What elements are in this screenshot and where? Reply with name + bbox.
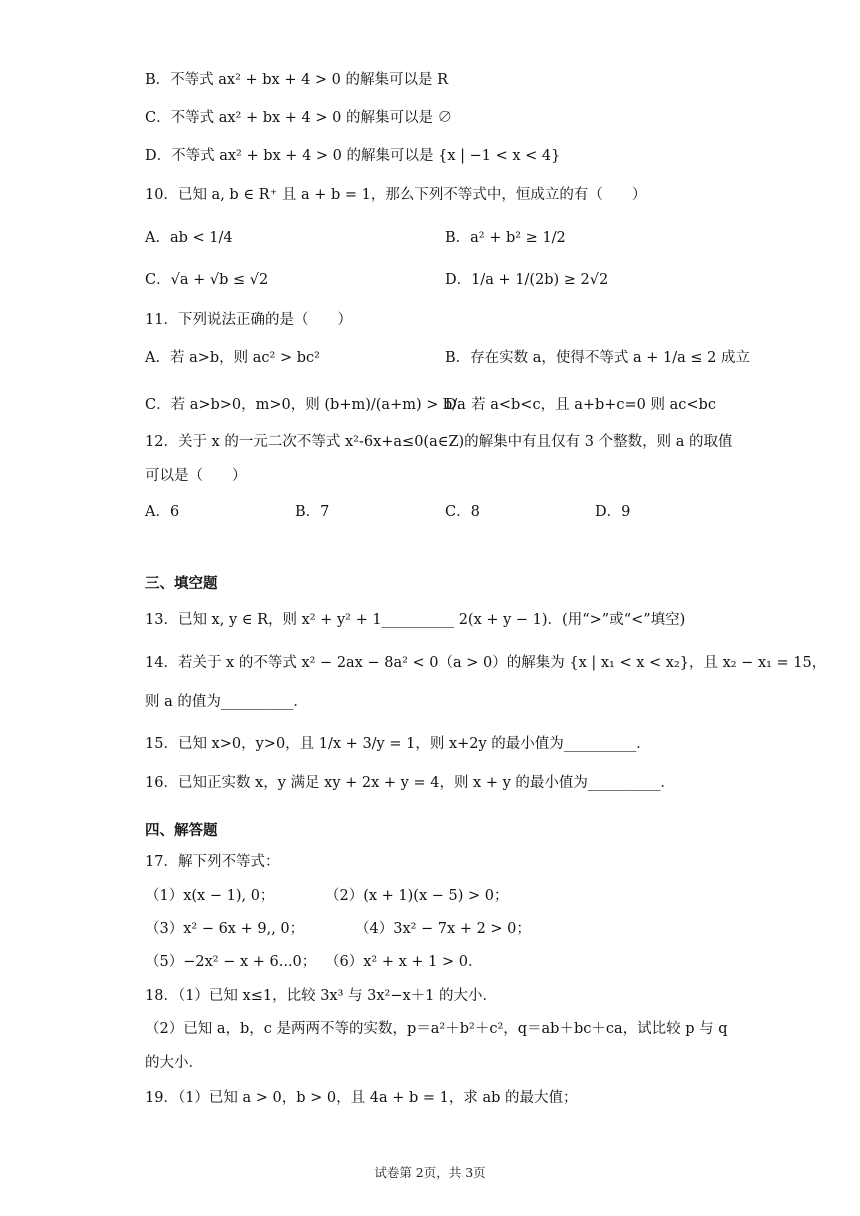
option-10c: C．√a + √b ≤ √2: [145, 272, 269, 288]
option-12a: A．6: [145, 504, 180, 520]
option-12b: B．7: [295, 504, 330, 520]
question-18-part2: （2）已知 a，b，c 是两两不等的实数，p＝a²＋b²＋c²，q＝ab＋bc＋ca，试比较 p 与 q: [145, 1021, 728, 1037]
page-footer: 试卷第 2页，共 3页: [374, 1165, 486, 1180]
option-12d: D．9: [595, 504, 631, 520]
question-18-part2-cont: 的大小．: [145, 1055, 203, 1071]
question-16: 16．已知正实数 x，y 满足 xy + 2x + y = 4，则 x + y 的最小值为__________．: [145, 775, 675, 791]
option-10a: A．ab < 1/4: [145, 230, 233, 246]
question-17-part1: （1）x(x − 1), 0；: [145, 888, 275, 904]
question-13: 13．已知 x, y ∈ R，则 x² + y² + 1__________ 2(x + y − 1)．(用“>”或“<”填空): [145, 612, 686, 628]
question-17-part2: （2）(x + 1)(x − 5) > 0；: [325, 888, 509, 904]
question-10: 10．已知 a, b ∈ R⁺ 且 a + b = 1，那么下列不等式中，恒成立的有（ ）: [145, 187, 647, 203]
question-14-line2: 则 a 的值为__________．: [145, 694, 308, 710]
question-19-part1: 19．（1）已知 a > 0，b > 0，且 4a + b = 1，求 ab 的最大值；: [145, 1090, 578, 1106]
option-11a: A．若 a>b，则 ac² > bc²: [145, 350, 320, 366]
question-17-part5: （5）−2x² − x + 6...0；: [145, 954, 317, 970]
question-17: 17．解下列不等式：: [145, 854, 280, 870]
option-9b: B．不等式 ax² + bx + 4 > 0 的解集可以是 R: [145, 72, 449, 88]
question-17-part6: （6）x² + x + 1 > 0．: [325, 954, 483, 970]
question-12-line2: 可以是（ ）: [145, 468, 247, 484]
option-10b: B．a² + b² ≥ 1/2: [445, 230, 566, 246]
option-11c: C．若 a>b>0，m>0，则 (b+m)/(a+m) > b/a: [145, 397, 466, 413]
question-17-part3: （3）x² − 6x + 9,, 0；: [145, 921, 305, 937]
option-10d: D．1/a + 1/(2b) ≥ 2√2: [445, 272, 609, 288]
section-fill-in-heading: 三、填空题: [145, 576, 218, 592]
option-11b: B．存在实数 a，使得不等式 a + 1/a ≤ 2 成立: [445, 350, 750, 366]
option-9c: C．不等式 ax² + bx + 4 > 0 的解集可以是 ∅: [145, 110, 453, 126]
question-12-line1: 12．关于 x 的一元二次不等式 x²-6x+a≤0(a∈Z)的解集中有且仅有 3 个整数，则 a 的取值: [145, 434, 733, 450]
question-11: 11．下列说法正确的是（ ）: [145, 312, 352, 328]
section-answer-heading: 四、解答题: [145, 823, 218, 839]
question-15: 15．已知 x>0，y>0，且 1/x + 3/y = 1，则 x+2y 的最小值为__________．: [145, 736, 651, 752]
question-17-part4: （4）3x² − 7x + 2 > 0；: [355, 921, 531, 937]
option-11d: D．若 a<b<c，且 a+b+c=0 则 ac<bc: [445, 397, 716, 413]
question-14-line1: 14．若关于 x 的不等式 x² − 2ax − 8a² < 0（a > 0）的解集为 {x | x₁ < x < x₂}，且 x₂ − x₁ = 15，: [145, 655, 827, 671]
option-9d: D．不等式 ax² + bx + 4 > 0 的解集可以是 {x | −1 < x < 4}: [145, 148, 561, 164]
question-18-part1: 18．（1）已知 x≤1，比较 3x³ 与 3x²−x＋1 的大小．: [145, 988, 498, 1004]
option-12c: C．8: [445, 504, 480, 520]
